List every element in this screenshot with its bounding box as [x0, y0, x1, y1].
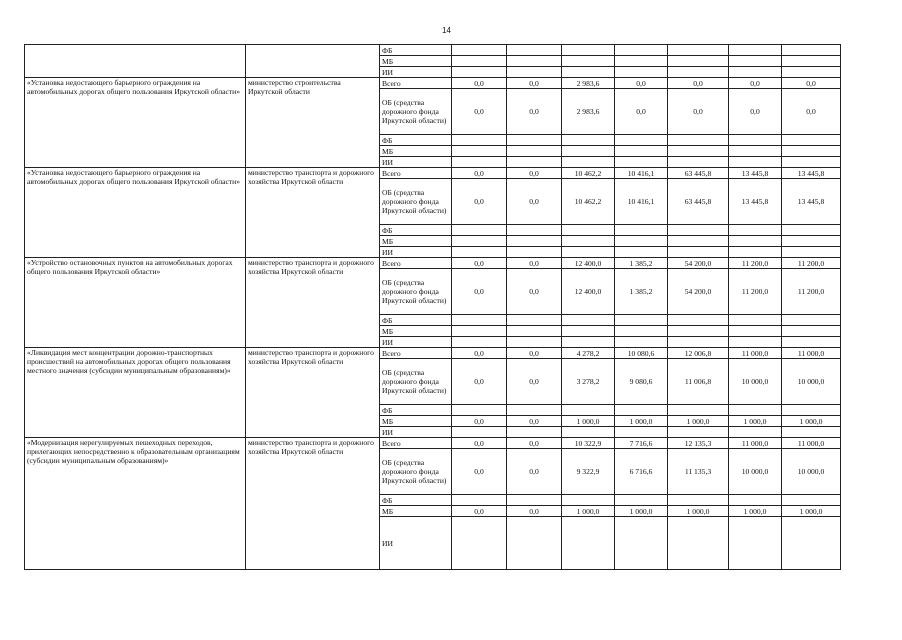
- value-cell: [507, 157, 562, 168]
- value-cell: 10 462,2: [562, 179, 615, 225]
- executor-cell: министерство транспорта и дорожного хозяйства Иркутской области: [246, 438, 380, 570]
- value-cell: [668, 67, 729, 78]
- value-cell: 10 416,1: [615, 179, 668, 225]
- source-cell: ИИ: [380, 427, 452, 438]
- source-cell: ОБ (средства дорожного фонда Иркутской области): [380, 269, 452, 315]
- value-cell: [507, 45, 562, 56]
- program-table: [24, 44, 841, 570]
- value-cell: 11 200,0: [729, 269, 782, 315]
- value-cell: [452, 247, 507, 258]
- value-cell: [507, 495, 562, 506]
- value-cell: [729, 236, 782, 247]
- value-cell: [562, 315, 615, 326]
- table-row: [25, 258, 841, 269]
- value-cell: [452, 56, 507, 67]
- source-cell: ФБ: [380, 225, 452, 236]
- value-cell: 63 445,8: [668, 179, 729, 225]
- value-cell: [615, 67, 668, 78]
- value-cell: [615, 45, 668, 56]
- value-cell: 1 385,2: [615, 269, 668, 315]
- value-cell: [507, 405, 562, 416]
- value-cell: [782, 315, 841, 326]
- executor-cell: министерство строительства Иркутской области: [246, 78, 380, 168]
- value-cell: [668, 326, 729, 337]
- source-cell: ИИ: [380, 337, 452, 348]
- value-cell: [668, 225, 729, 236]
- value-cell: [782, 67, 841, 78]
- value-cell: 3 278,2: [562, 359, 615, 405]
- value-cell: [782, 405, 841, 416]
- value-cell: 10 416,1: [615, 168, 668, 179]
- source-cell: ОБ (средства дорожного фонда Иркутской области): [380, 359, 452, 405]
- value-cell: 0,0: [452, 78, 507, 89]
- source-cell: ФБ: [380, 45, 452, 56]
- source-cell: МБ: [380, 326, 452, 337]
- value-cell: 1 385,2: [615, 258, 668, 269]
- value-cell: [452, 225, 507, 236]
- value-cell: [507, 67, 562, 78]
- value-cell: 2 983,6: [562, 78, 615, 89]
- source-cell: ИИ: [380, 517, 452, 570]
- value-cell: 0,0: [452, 89, 507, 135]
- value-cell: 11 000,0: [782, 438, 841, 449]
- value-cell: [782, 45, 841, 56]
- value-cell: 0,0: [668, 89, 729, 135]
- value-cell: [507, 225, 562, 236]
- value-cell: 10 322,9: [562, 438, 615, 449]
- source-cell: ФБ: [380, 135, 452, 146]
- value-cell: [615, 315, 668, 326]
- value-cell: 0,0: [507, 258, 562, 269]
- value-cell: 12 400,0: [562, 269, 615, 315]
- value-cell: [562, 146, 615, 157]
- table-row: [25, 168, 841, 179]
- value-cell: 0,0: [452, 179, 507, 225]
- value-cell: [668, 337, 729, 348]
- value-cell: [452, 495, 507, 506]
- executor-cell: министерство транспорта и дорожного хозяйства Иркутской области: [246, 348, 380, 438]
- value-cell: [562, 67, 615, 78]
- value-cell: [507, 56, 562, 67]
- value-cell: [562, 225, 615, 236]
- value-cell: [729, 45, 782, 56]
- source-cell: ФБ: [380, 495, 452, 506]
- value-cell: 0,0: [507, 269, 562, 315]
- value-cell: 2 983,6: [562, 89, 615, 135]
- value-cell: 0,0: [729, 89, 782, 135]
- value-cell: [668, 405, 729, 416]
- value-cell: 0,0: [452, 449, 507, 495]
- value-cell: 0,0: [615, 78, 668, 89]
- value-cell: [782, 337, 841, 348]
- value-cell: 1 000,0: [562, 506, 615, 517]
- value-cell: [452, 517, 507, 570]
- value-cell: [668, 247, 729, 258]
- value-cell: [729, 326, 782, 337]
- measure-name-cell: «Установка недостающего барьерного ограждения на автомобильных дорогах общего пользования Иркутской области»: [25, 78, 246, 168]
- value-cell: 12 006,8: [668, 348, 729, 359]
- value-cell: 13 445,8: [729, 168, 782, 179]
- value-cell: 0,0: [507, 416, 562, 427]
- value-cell: 0,0: [452, 168, 507, 179]
- value-cell: [668, 146, 729, 157]
- value-cell: [562, 495, 615, 506]
- value-cell: [452, 157, 507, 168]
- empty-cell: [246, 45, 380, 78]
- value-cell: [729, 315, 782, 326]
- value-cell: 12 400,0: [562, 258, 615, 269]
- value-cell: 0,0: [507, 78, 562, 89]
- value-cell: 10 000,0: [729, 359, 782, 405]
- value-cell: [507, 337, 562, 348]
- value-cell: 6 716,6: [615, 449, 668, 495]
- value-cell: [562, 337, 615, 348]
- value-cell: [452, 326, 507, 337]
- source-cell: ФБ: [380, 405, 452, 416]
- value-cell: 0,0: [668, 78, 729, 89]
- value-cell: 11 200,0: [782, 258, 841, 269]
- source-cell: ОБ (средства дорожного фонда Иркутской области): [380, 179, 452, 225]
- value-cell: 1 000,0: [615, 416, 668, 427]
- value-cell: [615, 517, 668, 570]
- value-cell: 0,0: [452, 269, 507, 315]
- value-cell: [452, 146, 507, 157]
- table-row: [25, 45, 841, 56]
- value-cell: 0,0: [507, 359, 562, 405]
- value-cell: [615, 146, 668, 157]
- value-cell: 1 000,0: [729, 416, 782, 427]
- value-cell: [668, 236, 729, 247]
- value-cell: 63 445,8: [668, 168, 729, 179]
- value-cell: [729, 517, 782, 570]
- value-cell: 11 200,0: [782, 269, 841, 315]
- value-cell: 1 000,0: [668, 416, 729, 427]
- value-cell: 0,0: [507, 168, 562, 179]
- empty-cell: [25, 45, 246, 78]
- value-cell: 1 000,0: [729, 506, 782, 517]
- value-cell: [729, 56, 782, 67]
- executor-cell: министерство транспорта и дорожного хозяйства Иркутской области: [246, 168, 380, 258]
- value-cell: 0,0: [507, 348, 562, 359]
- value-cell: 0,0: [729, 78, 782, 89]
- value-cell: [562, 135, 615, 146]
- source-cell: ФБ: [380, 315, 452, 326]
- value-cell: [668, 56, 729, 67]
- source-cell: Всего: [380, 258, 452, 269]
- value-cell: 0,0: [452, 506, 507, 517]
- value-cell: 7 716,6: [615, 438, 668, 449]
- value-cell: [562, 45, 615, 56]
- value-cell: 10 000,0: [729, 449, 782, 495]
- value-cell: 11 000,0: [782, 348, 841, 359]
- source-cell: ОБ (средства дорожного фонда Иркутской области): [380, 89, 452, 135]
- value-cell: [507, 135, 562, 146]
- value-cell: 0,0: [452, 416, 507, 427]
- source-cell: Всего: [380, 438, 452, 449]
- executor-cell: министерство транспорта и дорожного хозяйства Иркутской области: [246, 258, 380, 348]
- source-cell: МБ: [380, 56, 452, 67]
- measure-name-cell: «Модернизация нерегулируемых пешеходных переходов, прилегающих непосредственно к образовательным организациям (субсидии муниципальным образованиям)»: [25, 438, 246, 570]
- source-cell: ИИ: [380, 67, 452, 78]
- source-cell: МБ: [380, 236, 452, 247]
- value-cell: 54 200,0: [668, 258, 729, 269]
- value-cell: [668, 517, 729, 570]
- value-cell: 0,0: [615, 89, 668, 135]
- value-cell: [507, 517, 562, 570]
- value-cell: 0,0: [452, 359, 507, 405]
- value-cell: [782, 326, 841, 337]
- value-cell: 0,0: [452, 438, 507, 449]
- value-cell: 13 445,8: [729, 179, 782, 225]
- value-cell: 10 000,0: [782, 359, 841, 405]
- value-cell: [782, 236, 841, 247]
- value-cell: [615, 405, 668, 416]
- value-cell: 13 445,8: [782, 179, 841, 225]
- value-cell: 54 200,0: [668, 269, 729, 315]
- measure-name-cell: «Устройство остановочных пунктов на автомобильных дорогах общего пользования Иркутской области»: [25, 258, 246, 348]
- value-cell: [729, 427, 782, 438]
- value-cell: 1 000,0: [562, 416, 615, 427]
- value-cell: [615, 495, 668, 506]
- value-cell: [615, 247, 668, 258]
- value-cell: [507, 427, 562, 438]
- value-cell: 11 000,0: [729, 348, 782, 359]
- value-cell: [668, 495, 729, 506]
- value-cell: [452, 45, 507, 56]
- value-cell: 0,0: [507, 506, 562, 517]
- value-cell: [729, 157, 782, 168]
- value-cell: [562, 427, 615, 438]
- value-cell: [452, 236, 507, 247]
- value-cell: 10 462,2: [562, 168, 615, 179]
- value-cell: 9 080,6: [615, 359, 668, 405]
- value-cell: 0,0: [782, 89, 841, 135]
- value-cell: [729, 247, 782, 258]
- value-cell: 0,0: [452, 348, 507, 359]
- page-number: 14: [442, 26, 451, 35]
- value-cell: [615, 135, 668, 146]
- value-cell: [615, 56, 668, 67]
- value-cell: 0,0: [507, 89, 562, 135]
- value-cell: [782, 225, 841, 236]
- value-cell: 13 445,8: [782, 168, 841, 179]
- value-cell: [615, 225, 668, 236]
- table-row: [25, 78, 841, 89]
- value-cell: [562, 517, 615, 570]
- value-cell: [782, 495, 841, 506]
- value-cell: 0,0: [507, 438, 562, 449]
- value-cell: [615, 427, 668, 438]
- value-cell: [668, 315, 729, 326]
- value-cell: [668, 427, 729, 438]
- value-cell: [562, 247, 615, 258]
- value-cell: 10 080,6: [615, 348, 668, 359]
- source-cell: ИИ: [380, 157, 452, 168]
- value-cell: [729, 67, 782, 78]
- value-cell: [507, 236, 562, 247]
- value-cell: 11 200,0: [729, 258, 782, 269]
- value-cell: [562, 405, 615, 416]
- value-cell: [452, 135, 507, 146]
- measure-name-cell: «Ликвидация мест концентрации дорожно-транспортных происшествий на автомобильных дорогах общего пользования местного значения (субсидии муниципальным образованиям)»: [25, 348, 246, 438]
- value-cell: [615, 236, 668, 247]
- value-cell: 11 006,8: [668, 359, 729, 405]
- value-cell: [729, 225, 782, 236]
- value-cell: [562, 157, 615, 168]
- value-cell: [615, 337, 668, 348]
- value-cell: [782, 157, 841, 168]
- value-cell: [782, 56, 841, 67]
- value-cell: [782, 135, 841, 146]
- source-cell: МБ: [380, 506, 452, 517]
- value-cell: 0,0: [507, 449, 562, 495]
- value-cell: [782, 247, 841, 258]
- source-cell: МБ: [380, 146, 452, 157]
- value-cell: [729, 337, 782, 348]
- value-cell: 12 135,3: [668, 438, 729, 449]
- source-cell: Всего: [380, 168, 452, 179]
- value-cell: [782, 517, 841, 570]
- value-cell: 0,0: [452, 258, 507, 269]
- value-cell: [668, 135, 729, 146]
- source-cell: Всего: [380, 348, 452, 359]
- table-row: [25, 438, 841, 449]
- measure-name-cell: «Установка недостающего барьерного ограждения на автомобильных дорогах общего пользования Иркутской области»: [25, 168, 246, 258]
- value-cell: [729, 146, 782, 157]
- value-cell: [562, 326, 615, 337]
- source-cell: ИИ: [380, 247, 452, 258]
- value-cell: 0,0: [782, 78, 841, 89]
- value-cell: [615, 326, 668, 337]
- value-cell: 4 278,2: [562, 348, 615, 359]
- table-row: [25, 348, 841, 359]
- source-cell: Всего: [380, 78, 452, 89]
- value-cell: [729, 405, 782, 416]
- value-cell: 1 000,0: [668, 506, 729, 517]
- source-cell: МБ: [380, 416, 452, 427]
- value-cell: [562, 56, 615, 67]
- value-cell: [452, 405, 507, 416]
- value-cell: 0,0: [507, 179, 562, 225]
- value-cell: [452, 315, 507, 326]
- value-cell: 1 000,0: [782, 506, 841, 517]
- value-cell: 1 000,0: [782, 416, 841, 427]
- value-cell: 11 000,0: [729, 438, 782, 449]
- value-cell: 10 000,0: [782, 449, 841, 495]
- value-cell: [668, 157, 729, 168]
- value-cell: [668, 45, 729, 56]
- value-cell: 9 322,9: [562, 449, 615, 495]
- value-cell: [782, 427, 841, 438]
- value-cell: [507, 247, 562, 258]
- value-cell: [615, 157, 668, 168]
- value-cell: [729, 495, 782, 506]
- value-cell: [452, 337, 507, 348]
- value-cell: [507, 326, 562, 337]
- value-cell: 1 000,0: [615, 506, 668, 517]
- value-cell: [507, 315, 562, 326]
- value-cell: 11 135,3: [668, 449, 729, 495]
- value-cell: [452, 67, 507, 78]
- source-cell: ОБ (средства дорожного фонда Иркутской области): [380, 449, 452, 495]
- value-cell: [562, 236, 615, 247]
- value-cell: [507, 146, 562, 157]
- value-cell: [729, 135, 782, 146]
- value-cell: [452, 427, 507, 438]
- value-cell: [782, 146, 841, 157]
